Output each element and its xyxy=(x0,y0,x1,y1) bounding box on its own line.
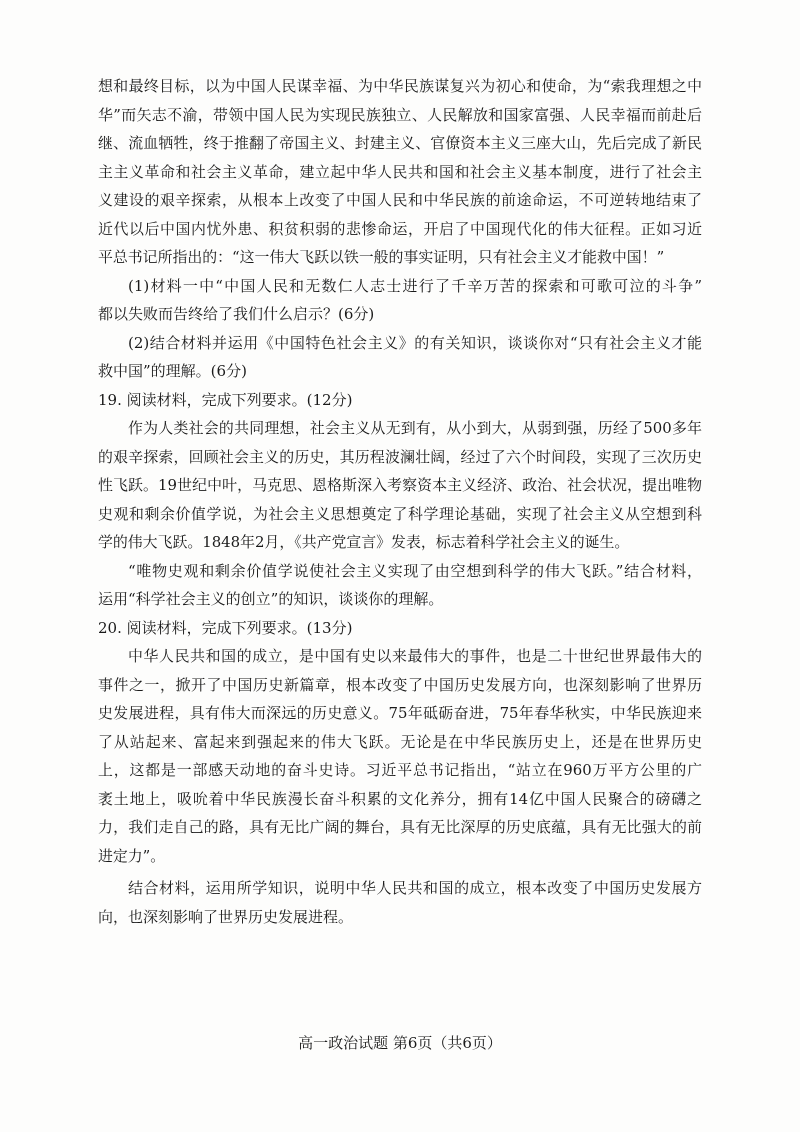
text-line: 袤土地上，吸吮着中华民族漫长奋斗积累的文化养分，拥有14亿中国人民聚合的磅礴之 xyxy=(98,789,702,808)
text-line: 的艰辛探索，回顾社会主义的历史，其历程波澜壮阔，经过了六个时间段，实现了三次历史 xyxy=(98,447,702,466)
question-19-prompt xyxy=(98,557,702,614)
question-line: (1)材料一中“中国人民和无数仁人志士进行了千辛万苦的探索和可歌可泣的斗争” xyxy=(128,276,702,295)
question-19-heading: 19. 阅读材料，完成下列要求。(12分) xyxy=(98,390,353,409)
question-line: (2)结合材料并运用《中国特色社会主义》的有关知识，谈谈你对“只有社会主义才能 xyxy=(128,333,702,352)
text-line: 事件之一，掀开了中国历史新篇章，根本改变了中国历史发展方向，也深刻影响了世界历 xyxy=(98,675,702,694)
text-line: 史观和剩余价值学说，为社会主义思想奠定了科学理论基础，实现了社会主义从空想到科 xyxy=(98,504,702,523)
text-line: 作为人类社会的共同理想，社会主义从无到有，从小到大，从弱到强，历经了500多年 xyxy=(128,419,702,437)
question-line: “唯物史观和剩余价值学说使社会主义实现了由空想到科学的伟大飞跃。”结合材料， xyxy=(128,561,702,580)
question-20-prompt xyxy=(98,874,702,931)
text-line: 平总书记所指出的：“这一伟大飞跃以铁一般的事实证明，只有社会主义才能救中国！” xyxy=(98,248,665,266)
question-line: 都以失败而告终给了我们什么启示？(6分) xyxy=(98,305,375,323)
question-18-2 xyxy=(98,329,702,386)
text-line: 上，这都是一部感天动地的奋斗史诗。习近平总书记指出，“站立在960万平方公里的广 xyxy=(98,761,702,779)
text-line: 华”而矢志不渝，带领中国人民为实现民族独立、人民解放和国家富强、人民幸福而前赴后 xyxy=(98,105,702,124)
text-line: 了从站起来、富起来到强起来的伟大飞跃。无论是在中华民族历史上，还是在世界历史 xyxy=(98,732,702,751)
question-line: 救中国”的理解。(6分) xyxy=(98,362,247,380)
text-line: 义建设的艰辛探索，从根本上改变了中国人民和中华民族的前途命运，不可逆转地结束了 xyxy=(98,191,702,209)
text-line: 继、流血牺牲，终于推翻了帝国主义、封建主义、官僚资本主义三座大山，先后完成了新民 xyxy=(98,134,702,152)
text-line: 史发展进程，具有伟大而深远的历史意义。75年砥砺奋进，75年春华秋实，中华民族迎来 xyxy=(98,704,702,722)
text-line: 主主义革命和社会主义革命，建立起中华人民共和国和社会主义基本制度，进行了社会主 xyxy=(98,162,702,181)
question-20-heading: 20. 阅读材料，完成下列要求。(13分) xyxy=(98,618,353,637)
text-line: 性飞跃。19世纪中叶，马克思、恩格斯深入考察资本主义经济、政治、社会状况，提出唯物 xyxy=(98,476,702,494)
question-line: 向，也深刻影响了世界历史发展进程。 xyxy=(98,907,354,926)
text-line: 力，我们走自己的路，具有无比广阔的舞台，具有无比深厚的历史底蕴，具有无比强大的前 xyxy=(98,818,702,836)
question-18-1 xyxy=(98,272,702,329)
text-line: 近代以后中国内忧外患、积贫积弱的悲惨命运，开启了中国现代化的伟大征程。正如习近 xyxy=(98,219,702,238)
page-content xyxy=(98,72,702,931)
question-line: 结合材料，运用所学知识，说明中华人民共和国的成立，根本改变了中国历史发展方 xyxy=(128,879,702,897)
question-20-material xyxy=(98,642,702,870)
page-footer: 高一政治试题 第6页（共6页） xyxy=(298,1034,502,1052)
material-18-text xyxy=(98,72,702,272)
text-line: 想和最终目标，以为中国人民谋幸福、为中华民族谋复兴为初心和使命，为“索我理想之中 xyxy=(98,77,702,95)
text-line: 中华人民共和国的成立，是中国有史以来最伟大的事件，也是二十世纪世界最伟大的 xyxy=(128,647,702,665)
text-line: 进定力”。 xyxy=(98,846,166,865)
question-19-material xyxy=(98,414,702,557)
question-line: 运用“科学社会主义的创立”的知识，谈谈你的理解。 xyxy=(98,590,444,608)
text-line: 学的伟大飞跃。1848年2月，《共产党宣言》发表，标志着科学社会主义的诞生。 xyxy=(98,533,630,551)
